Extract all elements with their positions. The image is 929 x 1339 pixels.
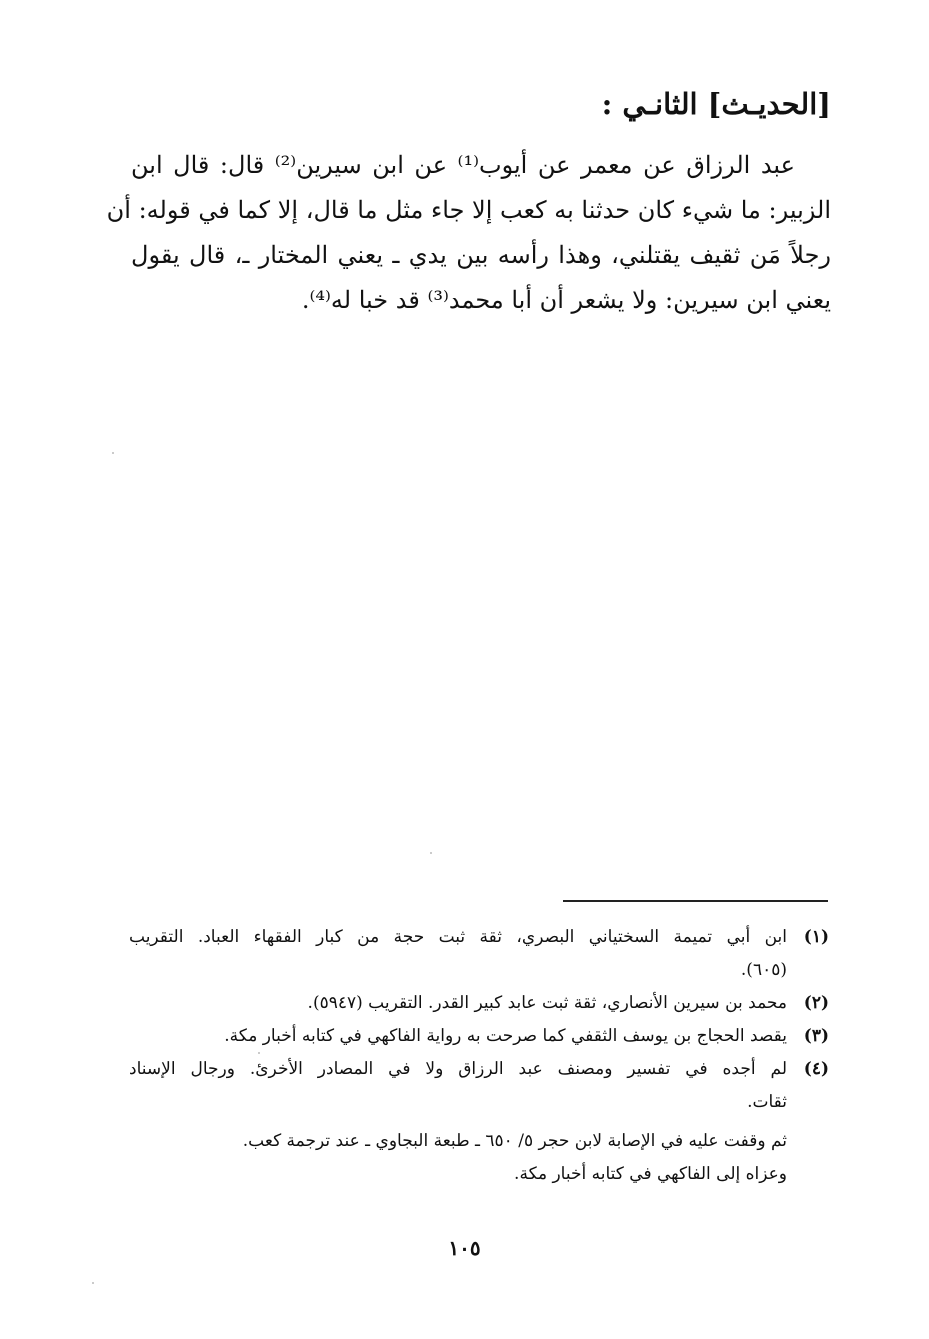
footnotes [129, 921, 829, 1191]
footnote-text: لم أجده في تفسير ومصنف عبد الرزاق ولا في المصادر الأخرئ. ورجال الإسناد [129, 1059, 787, 1079]
footnote-3 [129, 1020, 829, 1053]
scan-speck [258, 1052, 260, 1054]
footnote-1-continuation: (٦٠٥). [740, 960, 787, 980]
footnote-text: ابن أبي تميمة السختياني البصري، ثقة ثبت حجة من كبار الفقهاء العباد. التقريب [129, 927, 787, 947]
footnote-separator [563, 900, 828, 902]
body-line-4: يعني ابن سيرين: ولا يشعر أن أبا محمد⁽³⁾ قد خبا له⁽⁴⁾. [301, 286, 831, 314]
hadith-body [106, 143, 831, 323]
footnote-4-addendum: ثم وقفت عليه في الإصابة لابن حجر ٥/ ٦٥٠ ـ طبعة البجاوي ـ عند ترجمة كعب. [242, 1131, 787, 1151]
scan-speck [112, 452, 114, 454]
footnote-2 [129, 987, 829, 1020]
footnote-number: (٢) [803, 993, 829, 1013]
footnote-number: (٣) [803, 1026, 829, 1046]
footnote-number: (١) [803, 927, 829, 947]
footnote-text: محمد بن سيرين الأنصاري، ثقة ثبت عابد كبير القدر. التقريب (٥٩٤٧). [307, 993, 787, 1013]
scan-speck [430, 852, 432, 854]
footnote-4 [129, 1053, 829, 1086]
footnote-text: يقصد الحجاج بن يوسف الثقفي كما صرحت به رواية الفاكهي في كتابه أخبار مكة. [224, 1026, 787, 1046]
body-line-1: عبد الرزاق عن معمر عن أيوب⁽¹⁾ عن ابن سيرين⁽²⁾ قال: قال ابن [131, 151, 795, 179]
footnote-4-addendum-end: وعزاه إلى الفاكهي في كتابه أخبار مكة. [514, 1164, 787, 1184]
page-number: ١٠٥ [448, 1236, 481, 1260]
footnote-4-continuation: ثقات. [747, 1092, 787, 1112]
scan-speck [92, 1282, 94, 1284]
footnote-1 [129, 921, 829, 954]
footnote-number: (٤) [803, 1059, 829, 1079]
hadith-heading: [الحديـث] الثانـي : [601, 87, 831, 121]
body-line-3: رجلاً مَن ثقيف يقتلني، وهذا رأسه بين يدي ـ يعني المختار ـ، قال يقول [131, 241, 831, 269]
body-line-2: الزبير: ما شيء كان حدثنا به كعب إلا جاء مثل ما قال، إلا كما في قوله: أن [106, 196, 831, 224]
